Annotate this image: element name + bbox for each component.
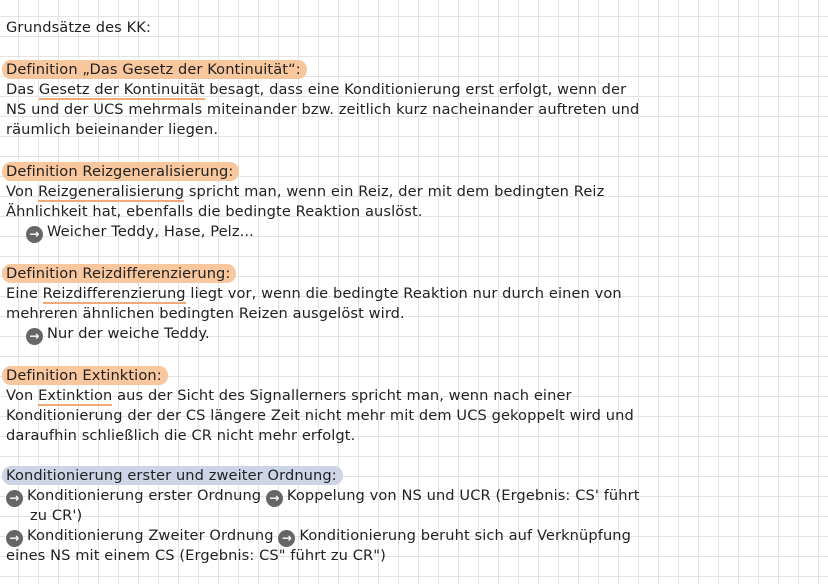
heading-kontinuitaet-text: Definition „Das Gesetz der Kontinuität“:	[2, 60, 307, 79]
extinktion-line-2: Konditionierung der der CS längere Zeit nicht mehr mit dem UCS gekoppelt wird und	[6, 407, 634, 424]
text: Weicher Teddy, Hase, Pelz...	[47, 223, 254, 240]
extinktion-line-1	[6, 386, 572, 406]
text: Von	[6, 387, 39, 404]
ordnung-item-1-cont: zu CR')	[30, 507, 83, 524]
text: liegt vor, wenn die bedingte Reaktion nur durch einen von	[185, 285, 622, 302]
text: Konditionierung beruht sich auf Verknüpfung	[299, 527, 632, 544]
differenzierung-example	[26, 324, 210, 345]
extinktion-line-3: daraufhin schließlich die CR nicht mehr erfolgt.	[6, 427, 356, 444]
heading-extinktion-text: Definition Extinktion:	[2, 366, 168, 385]
heading-extinktion	[6, 366, 168, 386]
heading-differenzierung-text: Definition Reizdifferenzierung:	[2, 264, 236, 283]
text: Von	[6, 183, 39, 200]
text: Nur der weiche Teddy.	[47, 325, 210, 342]
term-extinktion: Extinktion	[38, 387, 113, 404]
heading-generalisierung	[6, 162, 239, 182]
term-differenzierung: Reizdifferenzierung	[42, 285, 186, 302]
kontinuitaet-line-2: NS und der UCS mehrmals miteinander bzw. zeitlich kurz nacheinander auftreten und	[6, 101, 640, 118]
generalisierung-example	[26, 222, 254, 243]
text: Konditionierung erster Ordnung	[27, 487, 262, 504]
page-title: Grundsätze des KK:	[6, 19, 151, 36]
arrow-right-icon: →	[6, 530, 23, 547]
generalisierung-line-1	[6, 182, 604, 202]
text: Koppelung von NS und UCR (Ergebnis: CS' führt	[286, 487, 640, 504]
differenzierung-line-2: mehreren ähnlichen bedingten Reizen ausgelöst wird.	[6, 305, 405, 322]
text: Eine	[6, 285, 43, 302]
generalisierung-line-2: Ähnlichkeit hat, ebenfalls die bedingte Reaktion auslöst.	[6, 203, 423, 220]
kontinuitaet-line-1	[6, 80, 626, 100]
kontinuitaet-line-3: räumlich beieinander liegen.	[6, 121, 219, 138]
text: besagt, dass eine Konditionierung erst erfolgt, wenn der	[204, 81, 627, 98]
heading-differenzierung	[6, 264, 236, 284]
arrow-right-icon: →	[26, 328, 43, 345]
ordnung-item-1	[6, 486, 640, 507]
differenzierung-line-1	[6, 284, 622, 304]
text: Konditionierung Zweiter Ordnung	[27, 527, 274, 544]
term-generalisierung: Reizgeneralisierung	[38, 183, 185, 200]
arrow-right-icon: →	[6, 490, 23, 507]
arrow-right-icon: →	[26, 226, 43, 243]
heading-ordnung-text: Konditionierung erster und zweiter Ordnung:	[2, 466, 343, 485]
arrow-right-icon: →	[278, 530, 295, 547]
arrow-right-icon: →	[266, 490, 283, 507]
ordnung-item-2-cont: eines NS mit einem CS (Ergebnis: CS" führt zu CR")	[6, 547, 386, 564]
term-kontinuitaet: Gesetz der Kontinuität	[38, 81, 205, 98]
text: aus der Sicht des Signallerners spricht man, wenn nach einer	[112, 387, 572, 404]
ordnung-item-2	[6, 526, 631, 547]
heading-kontinuitaet	[6, 60, 307, 80]
text: Das	[6, 81, 39, 98]
heading-ordnung	[6, 466, 343, 486]
heading-generalisierung-text: Definition Reizgeneralisierung:	[2, 162, 239, 181]
text: spricht man, wenn ein Reiz, der mit dem bedingten Reiz	[184, 183, 605, 200]
